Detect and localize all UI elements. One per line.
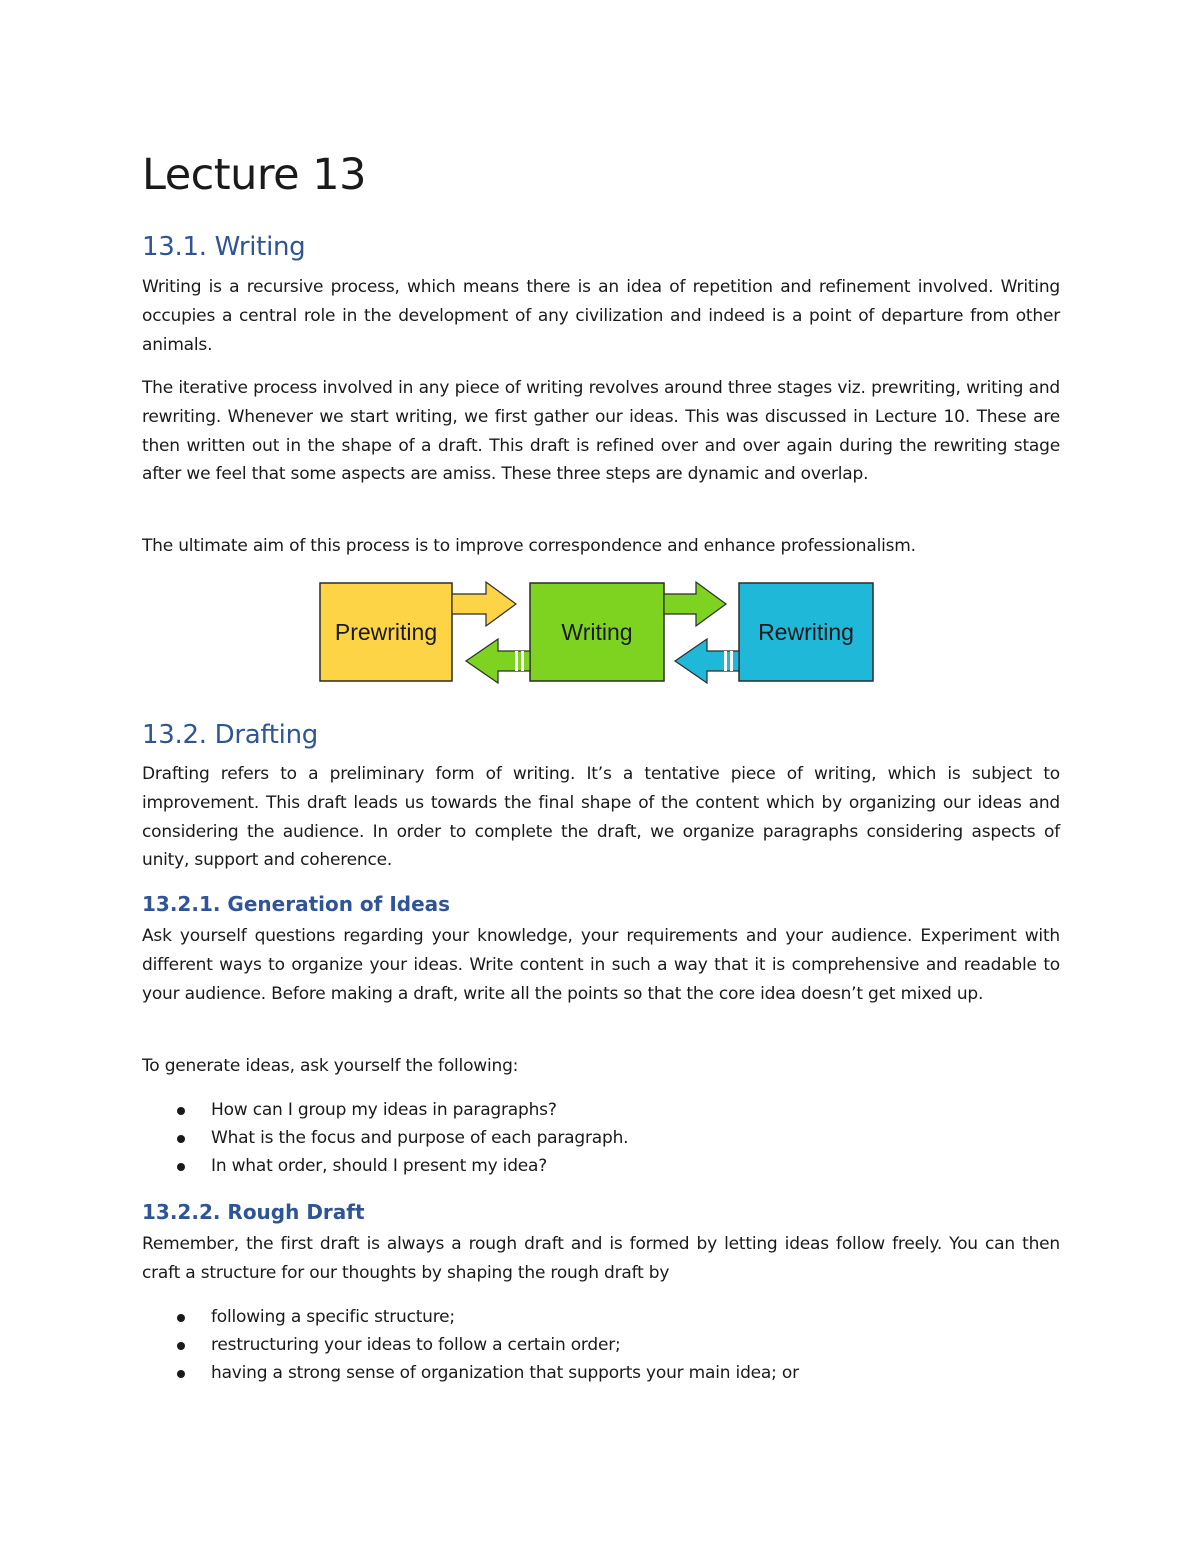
- writing-label: Writing: [561, 619, 633, 646]
- writing-paragraph-3: The ultimate aim of this process is to improve correspondence and enhance professionalism.: [142, 536, 916, 556]
- prewriting-label: Prewriting: [334, 619, 438, 646]
- section-heading-drafting: 13.2. Drafting: [142, 720, 318, 750]
- arrow-rewriting-to-writing: [675, 639, 739, 683]
- arrow-writing-to-rewriting: [664, 582, 726, 626]
- list-item: following a specific structure;: [142, 1303, 1060, 1331]
- writing-process-diagram: [318, 579, 878, 687]
- generation-paragraph: Ask yourself questions regarding your knowledge, your requirements and your audience. Experiment with different ways to organize your ideas. Write content in such a way that it is comprehensive and readable to your audience. Before making a draft, write all the points so that the core idea doesn’t get mixed up.: [142, 926, 1060, 1004]
- list-item: having a strong sense of organization that supports your main idea; or: [142, 1359, 1060, 1387]
- section-heading-writing: 13.1. Writing: [142, 232, 306, 262]
- generation-intro: To generate ideas, ask yourself the following:: [142, 1056, 519, 1076]
- list-item: What is the focus and purpose of each paragraph.: [142, 1124, 1060, 1152]
- rough-draft-paragraph: Remember, the first draft is always a rough draft and is formed by letting ideas follow freely. You can then craft a structure for our thoughts by shaping the rough draft by: [142, 1234, 1060, 1283]
- arrow-prewriting-to-writing: [452, 582, 516, 626]
- drafting-paragraph: Drafting refers to a preliminary form of writing. It’s a tentative piece of writing, which is subject to improvement. This draft leads us towards the final shape of the content which by organizing our ideas and considering the audience. In order to complete the draft, we organize paragraphs considering aspects of unity, support and coherence.: [142, 764, 1060, 871]
- generation-bullet-list: [142, 1096, 1060, 1181]
- rewriting-label: Rewriting: [758, 619, 854, 646]
- writing-paragraph-1: Writing is a recursive process, which means there is an idea of repetition and refinement involved. Writing occupies a central role in the development of any civilization and indeed is a point of departure from other animals.: [142, 277, 1060, 355]
- list-item: restructuring your ideas to follow a certain order;: [142, 1331, 1060, 1359]
- subsection-heading-rough-draft: 13.2.2. Rough Draft: [142, 1200, 365, 1224]
- subsection-heading-generation: 13.2.1. Generation of Ideas: [142, 892, 451, 916]
- rough-draft-bullet-list: [142, 1303, 1060, 1388]
- page-title: Lecture 13: [142, 150, 366, 200]
- arrow-writing-to-prewriting: [466, 639, 530, 683]
- list-item: In what order, should I present my idea?: [142, 1152, 1060, 1180]
- list-item: How can I group my ideas in paragraphs?: [142, 1096, 1060, 1124]
- writing-paragraph-2: The iterative process involved in any piece of writing revolves around three stages viz. prewriting, writing and rewriting. Whenever we start writing, we first gather our ideas. This was discussed in Lecture 10. These are then written out in the shape of a draft. This draft is refined over and over again during the rewriting stage after we feel that some aspects are amiss. These three steps are dynamic and overlap.: [142, 378, 1060, 485]
